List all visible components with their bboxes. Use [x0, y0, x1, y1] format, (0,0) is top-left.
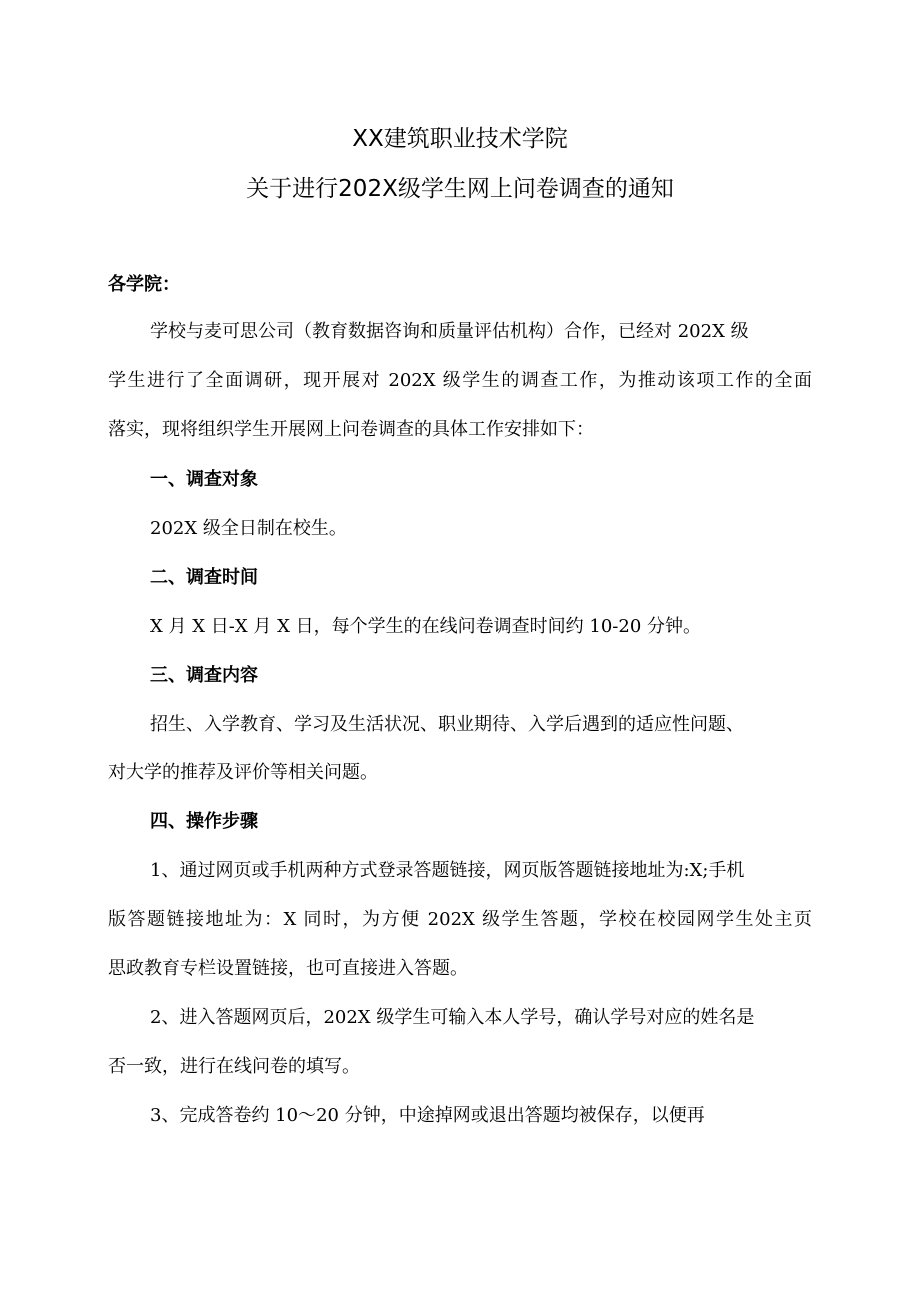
salutation: 各学院： [108, 274, 180, 295]
section-heading: 一、调查对象 [150, 469, 258, 490]
section-heading: 二、调查时间 [150, 567, 258, 588]
intro-line: 学校与麦可思公司（教育数据咨询和质量评估机构）合作，已经对 202X 级 [150, 321, 749, 342]
document-title-institution: XX建筑职业技术学院 [352, 126, 568, 152]
section-heading: 四、操作步骤 [150, 811, 258, 832]
intro-line: 落实，现将组织学生开展网上问卷调查的具体工作安排如下： [108, 419, 594, 440]
intro-line: 学生进行了全面调研，现开展对 202X 级学生的调查工作，为推动该项工作的全面 [108, 370, 812, 391]
section-text: 招生、入学教育、学习及生活状况、职业期待、入学后遇到的适应性问题、 [150, 714, 744, 735]
section-text: 2、进入答题网页后，202X 级学生可输入本人学号，确认学号对应的姓名是 [150, 1007, 755, 1028]
section-text: 思政教育专栏设置链接，也可直接进入答题。 [108, 958, 468, 979]
section-text: 3、完成答卷约 10～20 分钟，中途掉网或退出答题均被保存，以便再 [150, 1105, 705, 1126]
section-text: 版答题链接地址为：X 同时，为方便 202X 级学生答题，学校在校园网学生处主页 [108, 909, 812, 930]
document-title-subject: 关于进行202X级学生网上问卷调查的通知 [246, 176, 674, 202]
section-text: 1、通过网页或手机两种方式登录答题链接，网页版答题链接地址为:X;手机 [150, 860, 745, 881]
section-heading: 三、调查内容 [150, 665, 258, 686]
section-text: 否一致，进行在线问卷的填写。 [108, 1056, 360, 1077]
section-text: X 月 X 日-X 月 X 日，每个学生的在线问卷调查时间约 10-20 分钟。 [150, 616, 702, 637]
section-text: 对大学的推荐及评价等相关问题。 [108, 762, 378, 783]
section-text: 202X 级全日制在校生。 [150, 518, 347, 539]
